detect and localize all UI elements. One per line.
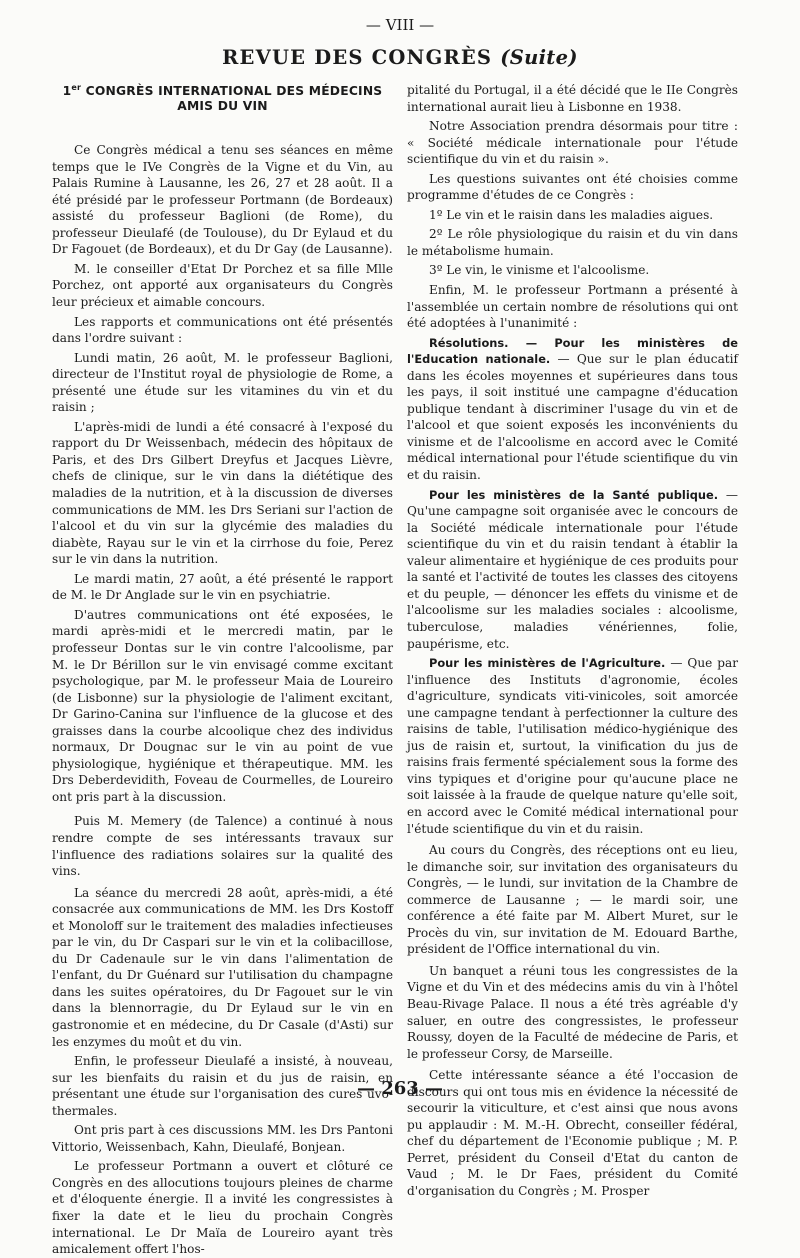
paragraph: Notre Association prendra désormais pour titre : « Société médicale internationale pour l'étude scientifique du vin et du raisin ».: [407, 119, 738, 167]
paragraph: Au cours du Congrès, des réceptions ont eu lieu, le dimanche soir, sur invitation des organisateurs du Congrès, — le lundi, sur invitation de la Chambre de commerce de Lausanne ; — le mardi soir, une conférence a été faite par M. Albert Muret, sur le Procès du vin, sur invitation de M. Edouard Barthe, président de l'Office international du vin.: [407, 843, 738, 957]
paragraph: Cette intéressante séance a été l'occasion de discours qui ont tous mis en évidence la nécessité de secourir la viticulture, et c'est ainsi que nous avons pu applaudir : M. M.-H. Obrecht, conseiller fédéral, chef du département de l'Economie publique ; M. P. Perret, président du Conseil d'Etat du canton de Vaud ; M. le Dr Faes, président du Comité d'organisation du Congrès ; M. Prosper: [407, 1068, 738, 1198]
paragraph: Les rapports et communications ont été présentés dans l'ordre suivant :: [52, 314, 393, 346]
paragraph: La séance du mercredi 28 août, après-midi, a été consacrée aux communications de MM. les Drs Kostoff et Monoloff sur le traitement des maladies infectieuses par le vin, du Dr Caspari sur le vin et la colibacillose, du Dr Cadenaule sur le vin dans l'alimentation de l'enfant, du Dr Guénard sur l'utilisation du champagne dans les suites opératoires, du Dr Fagouet sur le vin dans la blennorragie, du Dr Eylaud sur le vin en gastronomie et en médecine, du Dr Casale (d'Asti) sur les enzymes du moût et du vin.: [52, 885, 393, 1049]
resolution-agriculture: [407, 655, 738, 837]
resolution-education: [407, 335, 738, 484]
article-heading-ordinal: 1: [62, 84, 72, 99]
paragraph: Lundi matin, 26 août, M. le professeur Baglioni, directeur de l'Institut royal de physiologie de Rome, a présenté une étude sur les vitamines du vin et du raisin ;: [52, 350, 393, 415]
resolution-lead: Pour les ministères de l'Agriculture.: [429, 656, 666, 671]
article-heading-sup: er: [71, 83, 82, 92]
list-item: 2º Le rôle physiologique du raisin et du vin dans le métabolisme humain.: [407, 227, 738, 258]
page-number: — 263 —: [356, 1078, 444, 1099]
paragraph: pitalité du Portugal, il a été décidé que le IIe Congrès international aurait lieu à Lisbonne en 1938.: [407, 83, 738, 114]
list-item: 3º Le vin, le vinisme et l'alcoolisme.: [429, 263, 650, 278]
paragraph: Enfin, le professeur Dieulafé a insisté, à nouveau, sur les bienfaits du raisin et du jus de raisin, en présentant une étude sur l'organisation des cures uvo-thermales.: [52, 1054, 393, 1118]
page-title: [0, 46, 800, 69]
paragraph: Ont pris part à ces discussions MM. les Drs Pantoni Vittorio, Weissenbach, Kahn, Dieulafé, Bonjean.: [52, 1123, 393, 1154]
article-heading-text: CONGRÈS INTERNATIONAL DES MÉDECINS AMIS DU VIN: [81, 84, 383, 114]
resolution-text: — Qu'une campagne soit organisée avec le concours de la Société médicale internationale pour l'étude scientifique du vin et du raisin tendant à établir la valeur alimentaire et hygiénique de ces produits pour la santé et l'activité de toutes les classes des citoyens et du peuple, — dénoncer les effets du vinisme et de l'alcoolisme sur les maladies sociales : alcoolisme, tuberculose, maladies vénériennes, folie, paupérisme, etc.: [407, 487, 738, 651]
running-head: — VIII —: [365, 16, 435, 34]
paragraph: Ce Congrès médical a tenu ses séances en même temps que le IVe Congrès de la Vigne et du Vin, au Palais Rumine à Lausanne, les 26, 27 et 28 août. Il a été présidé par le professeur Portmann (de Bordeaux) assisté du professeur Baglioni (de Rome), du professeur Dieulafé (de Toulouse), du Dr Eylaud et du Dr Fagouet (de Bordeaux), et du Dr Gay (de Lausanne).: [52, 143, 393, 257]
paragraph: Puis M. Memery (de Talence) a continué à nous rendre compte de ses intéressants travaux sur l'influence des radiations solaires sur la qualité des vins.: [52, 814, 393, 879]
list-item: 1º Le vin et le raisin dans les maladies aigues.: [429, 207, 714, 222]
paragraph: Un banquet a réuni tous les congressistes de la Vigne et du Vin et des médecins amis du vin à l'hôtel Beau-Rivage Palace. Il nous a été très agréable d'y saluer, en outre des congressistes, le professeur Roussy, doyen de la Faculté de médecine de Paris, et le professeur Corsy, de Marseille.: [407, 963, 738, 1061]
paragraph: D'autres communications ont été exposées, le mardi après-midi et le mercredi matin, par le professeur Dontas sur le vin contre l'alcoolisme, par M. le Dr Bérillon sur le vin envisagé comme excitant psychologique, par M. le professeur Maia de Loureiro (de Lisbonne) sur la physiologie de l'aliment excitant, Dr Garino-Canina sur l'influence de la glucose et des graisses dans la courbe alcoolique chez des individus normaux, Dr Dougnac sur le vin au point de vue physiologique, hygiénique et thérapeutique. MM. les Drs Deberdevidith, Foveau de Courmelles, de Loureiro ont pris part à la discussion.: [52, 607, 393, 804]
title-main: REVUE DES CONGRÈS: [222, 46, 493, 69]
paragraph: Enfin, M. le professeur Portmann a présenté à l'assemblée un certain nombre de résolutions qui ont été adoptées à l'unanimité :: [407, 283, 738, 331]
paragraph: M. le conseiller d'Etat Dr Porchez et sa fille Mlle Porchez, ont apporté aux organisateurs du Congrès leur précieux et aimable concours.: [52, 261, 393, 310]
paragraph: L'après-midi de lundi a été consacré à l'exposé du rapport du Dr Weissenbach, médecin des hôpitaux de Paris, et des Drs Gilbert Dreyfus et Jacques Lièvre, chefs de clinique, sur le vin dans la diététique des maladies de la nutrition, et à la discussion de diverses communications de MM. les Drs Seriani sur l'action de l'alcool et du vin sur la glycémie des maladies du diabète, Rayau sur le vin et la cirrhose du foie, Perez sur le vin dans la nutrition.: [52, 419, 393, 567]
title-suite: (Suite): [500, 46, 578, 69]
resolution-lead: Résolutions. — Pour les ministères de l'Education nationale.: [407, 335, 738, 367]
paragraph: Le professeur Portmann a ouvert et clôturé ce Congrès en des allocutions toujours pleines de charme et d'éloquente énergie. Il a invité les congressistes à fixer la date et le lieu du prochain Congrès international. Le Dr Maïa de Loureiro ayant très amicalement offert l'hos-: [52, 1159, 393, 1257]
resolution-lead: Pour les ministères de la Santé publique.: [429, 487, 719, 502]
article-heading: [52, 80, 393, 114]
paragraph: Le mardi matin, 27 août, a été présenté le rapport de M. le Dr Anglade sur le vin en psychiatrie.: [52, 571, 393, 603]
paragraph: Les questions suivantes ont été choisies comme programme d'études de ce Congrès :: [407, 171, 738, 203]
resolution-text: — Que sur le plan éducatif dans les écoles moyennes et supérieures dans tous les pays, il soit institué une campagne d'éducation publique tendant à discriminer l'usage du vin et de l'alcool et que soient exposés les inconvénients du vinisme et de l'alcoolisme en accord avec le Comité médical international pour l'étude scientifique du vin et du raisin.: [407, 352, 738, 483]
right-column: [407, 82, 738, 1200]
resolution-sante: [407, 487, 738, 652]
resolution-text: — Que par l'influence des Instituts d'agronomie, écoles d'agriculture, syndicats viti-vinicoles, soit amorcée une campagne tendant à perfectionner la culture des raisins de table, l'utilisation médico-hygiénique des jus de raisin et, surtout, la vinification du jus de raisins frais fermenté spécialement sous la forme des vins typiques et d'origine pour qu'aucune place ne soit laissée à la fraude de quelque nature qu'elle soit, en accord avec le Comité médical international pour l'étude scientifique du vin et du raisin.: [407, 656, 738, 836]
